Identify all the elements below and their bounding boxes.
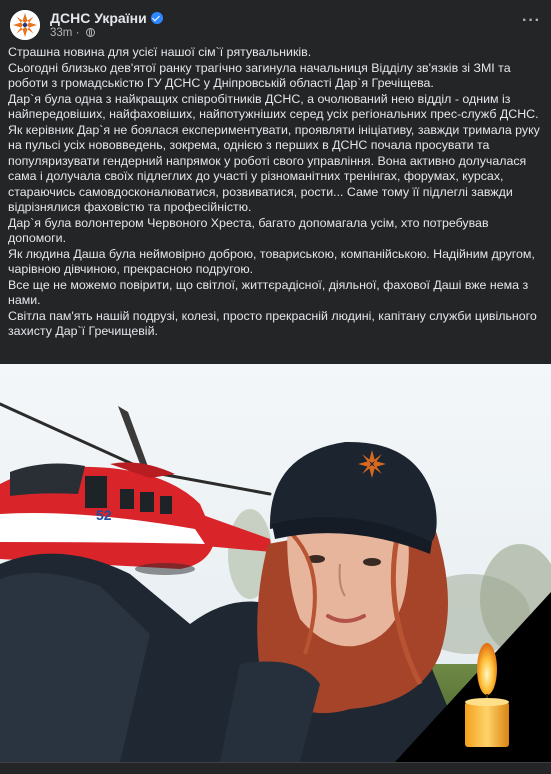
page-avatar[interactable] xyxy=(10,10,40,40)
page-name[interactable]: ДСНС України xyxy=(50,10,147,26)
post-paragraph: Дар`я була волонтером Червоного Хреста, багато допомагала усім, хто потребував допомоги. xyxy=(8,215,489,245)
post-header xyxy=(8,8,543,42)
globe-icon xyxy=(86,28,95,37)
post-meta: 33m · xyxy=(50,27,95,39)
post-paragraph: Світла пам'ять нашій подрузі, колезі, просто прекрасній людині, капітану служби цивільного захисту Дар`ї Гречищевій. xyxy=(8,308,537,338)
verified-badge-icon xyxy=(151,12,163,24)
post-footer-divider xyxy=(0,762,551,774)
page-name-link[interactable] xyxy=(50,10,163,26)
post-paragraph: Сьогодні близько дев'ятої ранку трагічно загинула начальниця Відділу зв'язків зі ЗМІ та роботи з громадськістю ГУ ДСНС у Дніпровській області Дар`я Гречіщева. xyxy=(8,60,511,90)
post-photo[interactable] xyxy=(0,364,551,762)
post-paragraph: Все ще не можемо повірити, що світлої, життєрадісної, діяльної, фахової Даші вже нема з нами. xyxy=(8,277,529,307)
more-options-icon[interactable]: ··· xyxy=(522,12,541,29)
post-paragraph: Страшна новина для усієї нашої сім`ї рятувальників. xyxy=(8,45,312,59)
memorial-photo xyxy=(0,364,551,762)
post-text xyxy=(8,45,543,340)
post-paragraph: Як людина Даша була неймовірно доброю, товариською, компанійською. Надійним другом, чарівною дівчиною, прекрасною подругою. xyxy=(8,246,535,276)
post-paragraph: Дар`я була одна з найкращих співробітників ДСНС, а очолюваний нею відділ - одним із найпередовіших, найфаховіших, найпотужніших серед усіх регіональних прес-служб ДСНС. xyxy=(8,91,539,121)
post-paragraph: Як керівник Дар`я не боялася експериментувати, проявляти ініціативу, завжди тримала руку на пульсі усіх нововведень, зокрема, однією з перших в ДСНС почала просувати та популяризувати гендерний напрямок у роботі свого управління. Вона активно долучалася сама і долучала своїх підлеглих до участі у різноманітних тренінгах, форумах, курсах, стараючись самовдосконалюватися, розвиватися, рости... Саме тому її підлеглі завжди відрізнялися фаховістю та професійністю. xyxy=(8,122,540,214)
helicopter-code: 52 xyxy=(96,507,112,523)
post-time[interactable]: 33m xyxy=(50,27,73,39)
dsns-emblem-icon xyxy=(10,10,40,40)
